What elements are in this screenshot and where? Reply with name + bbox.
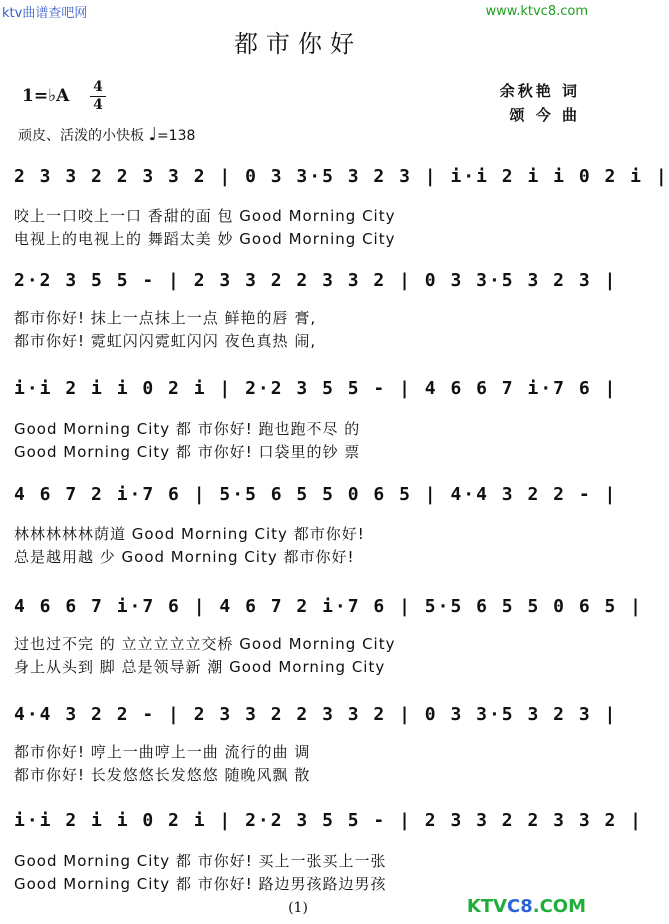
notation-row: 2 3 3 2 2 3 3 2 | 0 3 3·5 3 2 3 | i·i 2 i i 0 2 i |	[14, 166, 669, 187]
logo-part-c: .COM	[532, 896, 586, 917]
lyric-line: 过也过不完 的 立立立立立交桥 Good Morning City	[14, 635, 396, 653]
lyric-line: 都市你好! 长发悠悠长发悠悠 随晚风飘 散	[14, 766, 311, 784]
tempo-marking	[18, 124, 195, 145]
notation-row: 4 6 6 7 i·7 6 | 4 6 7 2 i·7 6 | 5·5 6 5 5 0 6 5 |	[14, 596, 644, 617]
lyric-line: 身上从头到 脚 总是领导新 潮 Good Morning City	[14, 658, 386, 676]
notation-row: 2·2 3 5 5 - | 2 3 3 2 2 3 3 2 | 0 3 3·5 3 2 3 |	[14, 270, 618, 291]
lyric-line: Good Morning City 都 市你好! 口袋里的钞 票	[14, 443, 361, 461]
song-title: 都市你好	[234, 30, 362, 58]
notation-row: 4·4 3 2 2 - | 2 3 3 2 2 3 3 2 | 0 3 3·5 3 2 3 |	[14, 704, 618, 725]
watermark-right: www.ktvc8.com	[485, 4, 588, 19]
tempo-bpm: =138	[156, 128, 196, 144]
notation-row: i·i 2 i i 0 2 i | 2·2 3 5 5 - | 4 6 6 7 i·7 6 |	[14, 378, 618, 399]
tempo-description: 顽皮、活泼的小快板	[18, 128, 144, 144]
composer-credit: 颂 今 曲	[509, 106, 580, 124]
quarter-note-icon: ♩	[148, 124, 157, 145]
lyric-line: 都市你好! 霓虹闪闪霓虹闪闪 夜色真热 闹,	[14, 332, 317, 350]
site-logo	[467, 896, 586, 917]
logo-part-a: KTV	[466, 896, 507, 917]
lyric-line: 总是越用越 少 Good Morning City 都市你好!	[14, 548, 355, 566]
watermark-left: ktv曲谱查吧网	[2, 6, 88, 21]
lyric-line: Good Morning City 都 市你好! 路边男孩路边男孩	[14, 875, 387, 893]
lyric-line: 都市你好! 抹上一点抹上一点 鲜艳的唇 膏,	[14, 309, 317, 327]
lyric-line: 都市你好! 哼上一曲哼上一曲 流行的曲 调	[14, 743, 311, 761]
lyric-line: Good Morning City 都 市你好! 买上一张买上一张	[14, 852, 387, 870]
lyric-line: 咬上一口咬上一口 香甜的面 包 Good Morning City	[14, 207, 396, 225]
key-signature: 1=♭A	[22, 86, 70, 106]
lyric-line: Good Morning City 都 市你好! 跑也跑不尽 的	[14, 420, 361, 438]
notation-row: 4 6 7 2 i·7 6 | 5·5 6 5 5 0 6 5 | 4·4 3 2 2 - |	[14, 484, 618, 505]
time-signature	[90, 80, 106, 113]
time-signature-bottom: 4	[93, 97, 103, 113]
time-signature-top: 4	[93, 79, 103, 95]
lyric-line: 林林林林林荫道 Good Morning City 都市你好!	[14, 525, 365, 543]
page-number: (1)	[288, 900, 308, 916]
lyricist-credit: 余秋艳 词	[499, 82, 580, 100]
logo-part-b: C8	[507, 896, 533, 917]
notation-row: i·i 2 i i 0 2 i | 2·2 3 5 5 - | 2 3 3 2 2 3 3 2 |	[14, 810, 644, 831]
lyric-line: 电视上的电视上的 舞蹈太美 妙 Good Morning City	[14, 230, 396, 248]
